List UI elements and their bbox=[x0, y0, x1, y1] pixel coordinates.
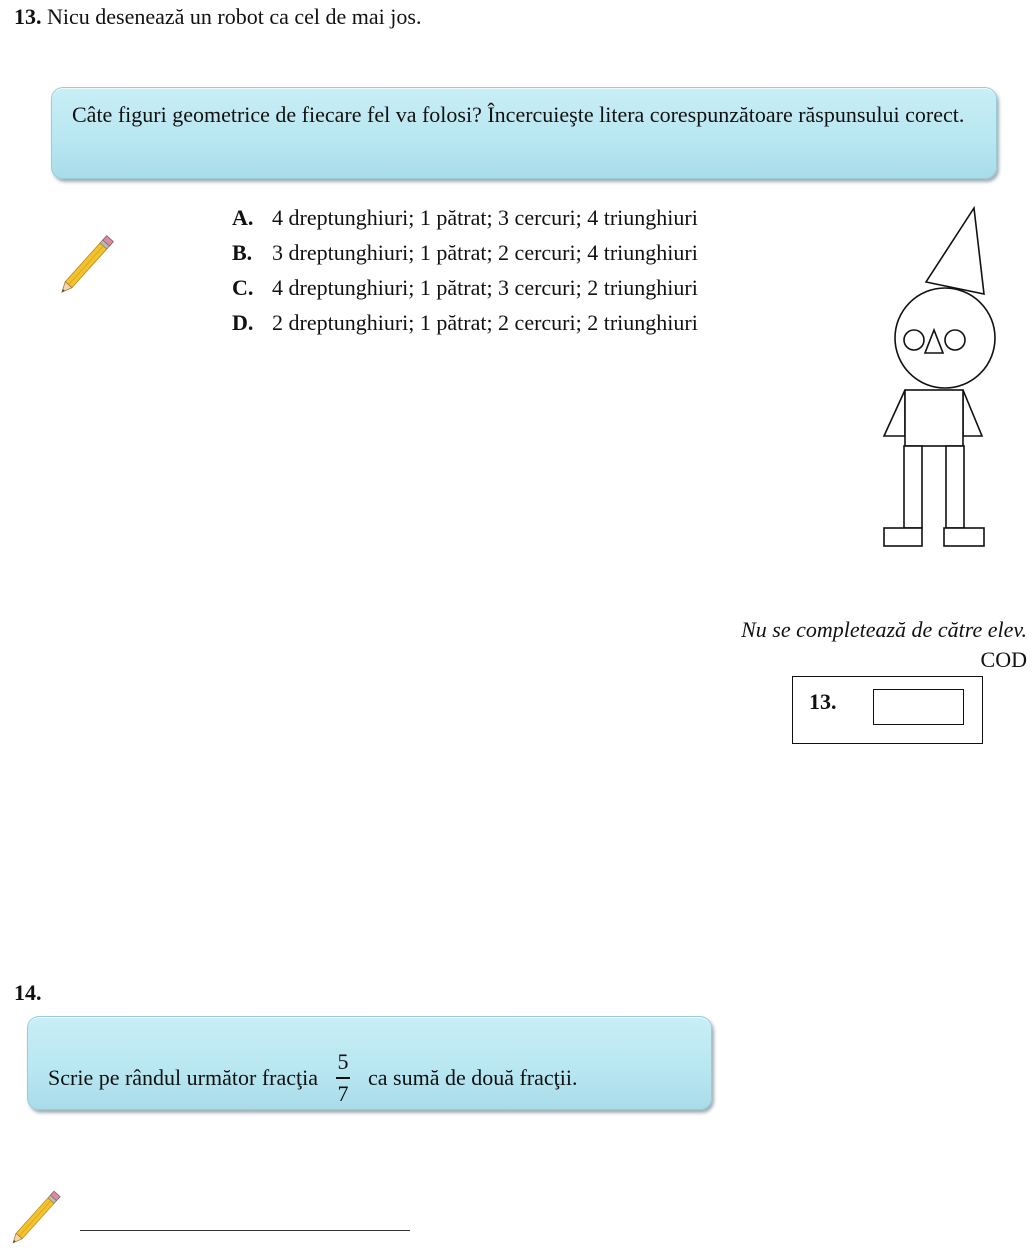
option-d[interactable] bbox=[232, 305, 698, 340]
robot-eye-left bbox=[904, 330, 924, 350]
pencil-icon bbox=[4, 1186, 68, 1250]
pencil-icon bbox=[55, 230, 119, 300]
option-text: 4 dreptunghiuri; 1 pătrat; 3 cercuri; 4 triunghiuri bbox=[272, 205, 698, 230]
score-item-label: 13. bbox=[809, 689, 837, 714]
robot-foot-right bbox=[944, 528, 984, 546]
robot-body-square bbox=[905, 390, 963, 446]
robot-foot-left bbox=[884, 528, 922, 546]
robot-leg-right bbox=[946, 446, 964, 528]
q13-title-text: Nicu desenează un robot ca cel de mai jos. bbox=[47, 4, 422, 29]
option-letter[interactable]: A. bbox=[232, 205, 254, 230]
grading-note-text: Nu se completează de către elev. bbox=[741, 617, 1027, 642]
robot-arm-right bbox=[963, 390, 982, 436]
option-c[interactable] bbox=[232, 270, 698, 305]
q14-text-after: ca sumă de două fracţii. bbox=[367, 1064, 578, 1090]
q14-instruction-box bbox=[27, 1016, 712, 1110]
q14-text-before: Scrie pe rândul următor fracţia bbox=[48, 1064, 318, 1090]
q13-instruction-text: Câte figuri geometrice de fiecare fel va folosi? Încercuieşte litera corespunzătoare răspunsului corect. bbox=[72, 102, 965, 127]
score-box bbox=[792, 676, 983, 744]
option-text: 3 dreptunghiuri; 1 pătrat; 2 cercuri; 4 triunghiuri bbox=[272, 240, 698, 265]
fraction bbox=[336, 1049, 350, 1107]
robot-leg-left bbox=[904, 446, 922, 528]
fraction-denominator: 7 bbox=[337, 1080, 349, 1106]
option-a[interactable] bbox=[232, 200, 698, 235]
code-label: COD bbox=[980, 647, 1027, 672]
fraction-numerator: 5 bbox=[337, 1049, 349, 1074]
option-letter[interactable]: B. bbox=[232, 240, 253, 265]
q13-title bbox=[14, 4, 421, 30]
robot-eye-right bbox=[945, 330, 965, 350]
q14-instruction bbox=[48, 1049, 578, 1107]
robot-arm-left bbox=[884, 390, 905, 436]
option-letter[interactable]: C. bbox=[232, 275, 254, 300]
option-letter[interactable]: D. bbox=[232, 310, 254, 335]
option-text: 4 dreptunghiuri; 1 pătrat; 3 cercuri; 2 triunghiuri bbox=[272, 275, 698, 300]
option-text: 2 dreptunghiuri; 1 pătrat; 2 cercuri; 2 triunghiuri bbox=[272, 310, 698, 335]
q13-number: 13. bbox=[14, 4, 42, 29]
q14-number: 14. bbox=[14, 980, 42, 1005]
robot-hat-triangle bbox=[926, 208, 984, 294]
score-cell[interactable] bbox=[873, 689, 964, 725]
robot-drawing bbox=[870, 200, 1010, 560]
q13-instruction-box bbox=[51, 87, 997, 179]
q13-options bbox=[232, 200, 698, 340]
grading-note bbox=[741, 615, 1027, 675]
answer-line[interactable] bbox=[80, 1230, 410, 1231]
fraction-bar bbox=[336, 1077, 350, 1079]
option-b[interactable] bbox=[232, 235, 698, 270]
